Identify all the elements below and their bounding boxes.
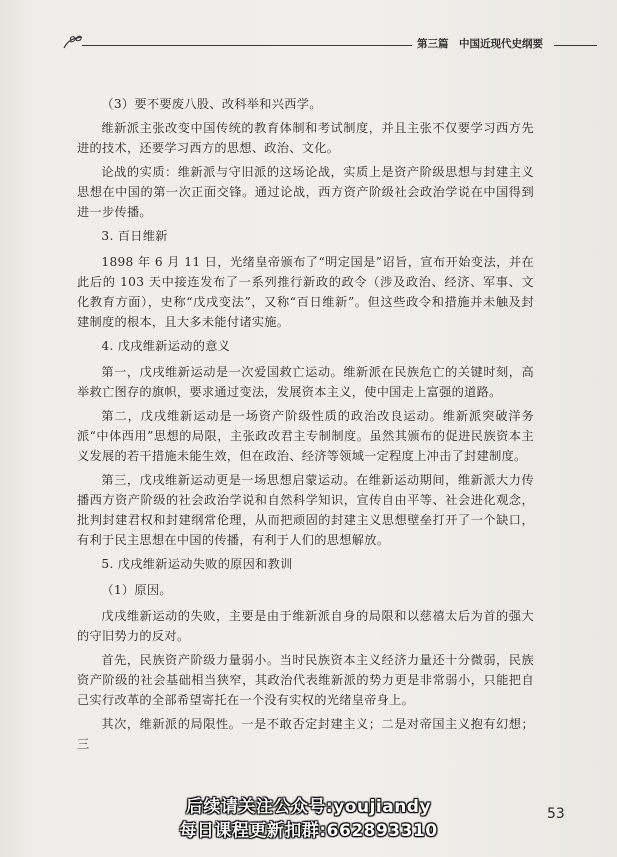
paragraph: 第二，戊戌维新运动是一场资产阶级性质的政治改良运动。维新派突破洋务派“中体西用”思想的局限，主张政改君主专制制度。虽然其颁布的促进民族资本主义发展的若干措施未能生效，但在政治、经济等领域一定程度上冲击了封建制度。 <box>77 409 534 463</box>
paragraph: 第三，戊戌维新运动更是一场思想启蒙运动。在维新运动期间，维新派大力传播西方资产阶级的社会政治学说和自然科学知识，宣传自由平等、社会进化观念，批判封建君权和封建纲常伦理，从而把顽固的封建主义思想壁垒打开了一个缺口，有利于民主思想在中国的传播，有利于人们的思想解放。 <box>77 473 534 547</box>
paragraph: 第一，戊戌维新运动是一次爱国救亡运动。维新派在民族危亡的关键时刻，高举救亡图存的旗帜，要求通过变法，发展资本主义，使中国走上富强的道路。 <box>77 365 534 399</box>
running-header <box>62 34 597 54</box>
subsection-heading: （1）原因。 <box>101 583 172 597</box>
paragraph: 论战的实质：维新派与守旧派的这场论战，实质上是资产阶级思想与封建主义思想在中国的第一次正面交锋。通过论战，西方资产阶级社会政治学说在中国得到进一步传播。 <box>77 165 534 219</box>
paragraph: 其次，维新派的局限性。一是不敢否定封建主义；二是对帝国主义抱有幻想；三 <box>77 717 534 751</box>
paragraph: （3）要不要废八股、改科举和兴西学。 <box>101 97 322 111</box>
paragraph: 首先，民族资产阶级力量弱小。当时民族资本主义经济力量还十分微弱，民族资产阶级的社会基础相当狭窄，其政治代表维新派的势力更是非常弱小，只能把自己实行改革的全部希望寄托在一个没有实权的光绪皇帝身上。 <box>77 653 534 707</box>
leaf-ornament-icon <box>62 34 86 50</box>
paragraph: 维新派主张改变中国传统的教育体制和考试制度，并且主张不仅要学习西方先进的技术，还要学习西方的思想、政治、文化。 <box>77 121 534 155</box>
paragraph: 戊戌维新运动的失败，主要是由于维新派自身的局限和以慈禧太后为首的强大的守旧势力的反对。 <box>77 609 534 643</box>
watermark-line-2: 每日课程更新扣群:662893310 <box>179 821 438 841</box>
header-rule-right <box>554 45 597 46</box>
chapter-title: 第三篇 中国近现代史纲要 <box>417 38 543 50</box>
section-heading: 5. 戊戌维新运动失败的原因和教训 <box>101 557 293 571</box>
section-heading: 4. 戊戌维新运动的意义 <box>101 339 231 353</box>
watermark-line-1: 后续请关注公众号:youjiandy <box>185 797 432 817</box>
page-number: 53 <box>547 806 565 822</box>
paragraph: 1898 年 6 月 11 日，光绪皇帝颁布了“明定国是”诏旨，宣布开始变法，并在此后的 103 天中接连发布了一系列推行新政的政令（涉及政治、经济、军事、文化教育方面），史称“戊戌变法”，又称“百日维新”。但这些政令和措施并未触及封建制度的根本，且大多未能付诸实施。 <box>77 255 534 329</box>
section-heading: 3. 百日维新 <box>101 229 168 243</box>
body-text <box>77 94 534 758</box>
header-rule-left <box>82 45 412 46</box>
